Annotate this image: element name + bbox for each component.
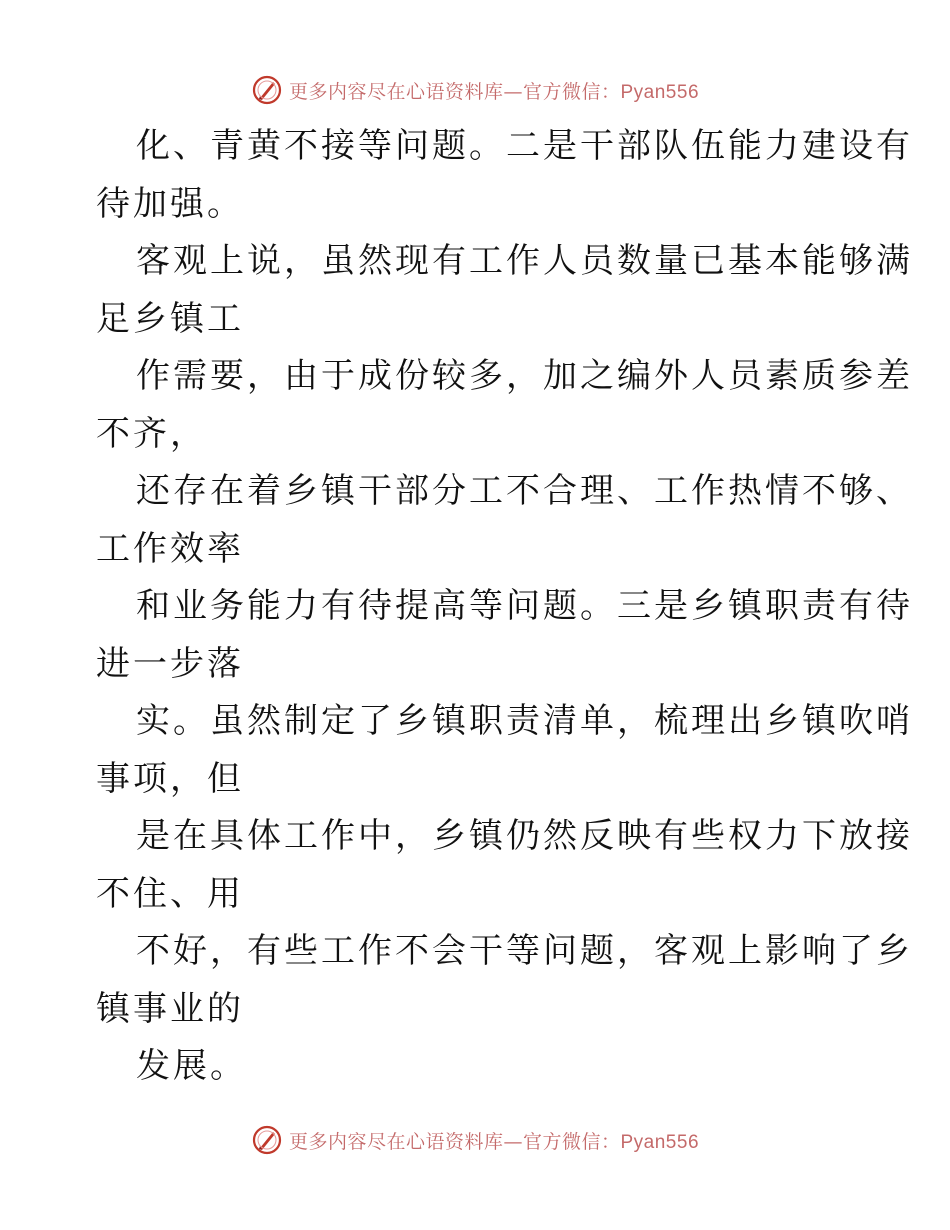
- text-line: 镇事业的: [96, 988, 244, 1029]
- text-line: 实。虽然制定了乡镇职责清单，梳理出乡镇吹哨: [136, 701, 913, 741]
- text-line: 进一步落: [96, 643, 244, 684]
- text-line: 客观上说，虽然现有工作人员数量已基本能够满: [136, 241, 913, 281]
- text-line: 化、青黄不接等问题。二是干部队伍能力建设有: [136, 126, 913, 166]
- text-line: 不住、用: [96, 873, 244, 914]
- wechat-id: Pyan556: [620, 81, 700, 103]
- banner-label: 更多内容尽在心语资料库—官方微信：: [288, 1130, 621, 1153]
- quill-logo-icon: [251, 74, 283, 106]
- document-body: [96, 118, 913, 1096]
- text-line: 是在具体工作中，乡镇仍然反映有些权力下放接: [136, 816, 913, 856]
- text-line: 不齐，: [96, 413, 207, 454]
- text-line: 和业务能力有待提高等问题。三是乡镇职责有待: [136, 586, 913, 626]
- text-line: 作需要，由于成份较多，加之编外人员素质参差: [136, 356, 913, 396]
- wechat-id: Pyan556: [620, 1131, 700, 1153]
- banner-label: 更多内容尽在心语资料库—官方微信：: [288, 80, 621, 103]
- text-line: 足乡镇工: [96, 298, 244, 339]
- quill-logo-icon: [251, 1124, 283, 1156]
- text-line: 事项，但: [96, 758, 244, 799]
- text-line: 工作效率: [96, 528, 244, 569]
- footer-watermark-banner: [0, 1120, 950, 1160]
- text-line: 待加强。: [96, 183, 244, 224]
- banner-text: [289, 1127, 699, 1154]
- text-line: 发展。: [136, 1046, 247, 1086]
- banner-text: [289, 77, 699, 104]
- header-watermark-banner: [0, 70, 950, 110]
- text-line: 不好，有些工作不会干等问题，客观上影响了乡: [136, 931, 913, 971]
- text-line: 还存在着乡镇干部分工不合理、工作热情不够、: [136, 471, 913, 511]
